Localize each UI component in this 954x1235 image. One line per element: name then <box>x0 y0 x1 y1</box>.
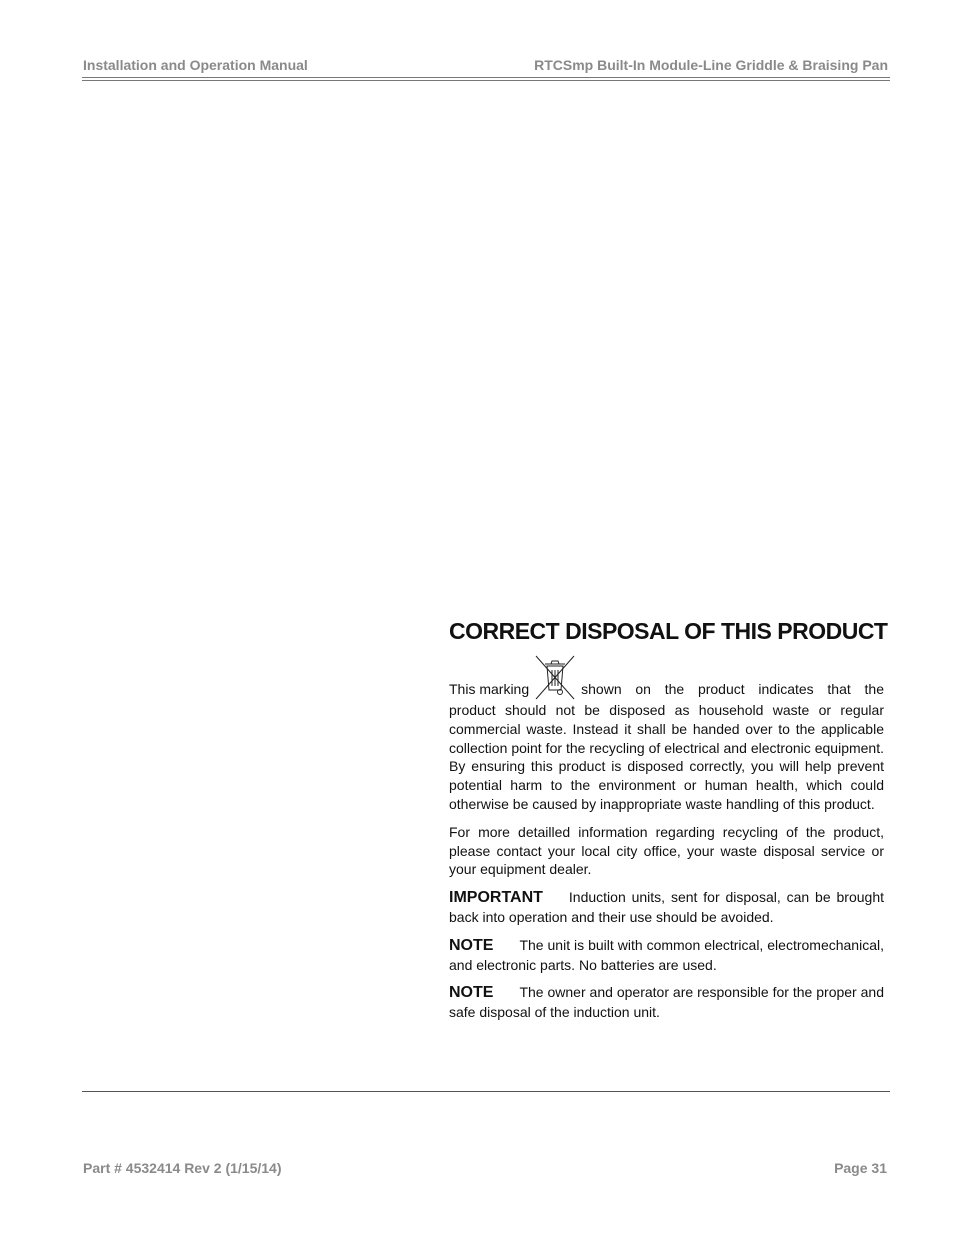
footer-rule <box>82 1091 890 1092</box>
note-text: The owner and operator are responsible for the proper and safe disposal of the induction unit. <box>449 984 884 1021</box>
footer-part-number: Part # 4532414 Rev 2 (1/15/14) <box>83 1160 282 1176</box>
important-notice <box>449 888 884 927</box>
intro-first-line <box>449 653 884 701</box>
important-label: IMPORTANT <box>449 889 543 907</box>
header-rule-bottom <box>82 80 890 81</box>
intro-after-icon: shown on the product indicates that the <box>581 681 884 698</box>
important-text: Induction units, sent for disposal, can be brought back into operation and their use should be avoided. <box>449 889 884 925</box>
note-label: NOTE <box>449 984 494 1002</box>
more-info-paragraph: For more detailled information regarding recycling of the product, please contact your local city office, your waste disposal service or your equipment dealer. <box>449 823 884 878</box>
crossed-out-wheelie-bin-icon <box>535 655 575 701</box>
note-responsibility <box>449 983 884 1022</box>
intro-before-icon: This marking <box>449 681 530 698</box>
intro-paragraph: product should not be disposed as household waste or regular commercial waste. Instead it shall be handed over to the applicable collection point for the recycling of electrical and electronic equipment. By ensuring this product is disposed correctly, you will help prevent potential harm to the environment or human health, which could otherwise be caused by inappropriate waste handling of this product. <box>449 702 884 812</box>
header-product-title: RTCSmp Built-In Module-Line Griddle & Braising Pan <box>534 57 888 73</box>
header-manual-title: Installation and Operation Manual <box>83 57 308 73</box>
section-title: CORRECT DISPOSAL OF THIS PRODUCT <box>449 618 888 644</box>
header-rule-top <box>82 77 890 78</box>
note-label: NOTE <box>449 936 494 954</box>
note-batteries <box>449 936 884 975</box>
note-text: The unit is built with common electrical, electromechanical, and electronic parts. No batteries are used. <box>449 936 884 973</box>
footer-page-number: Page 31 <box>834 1160 887 1176</box>
disposal-section <box>449 618 888 1031</box>
